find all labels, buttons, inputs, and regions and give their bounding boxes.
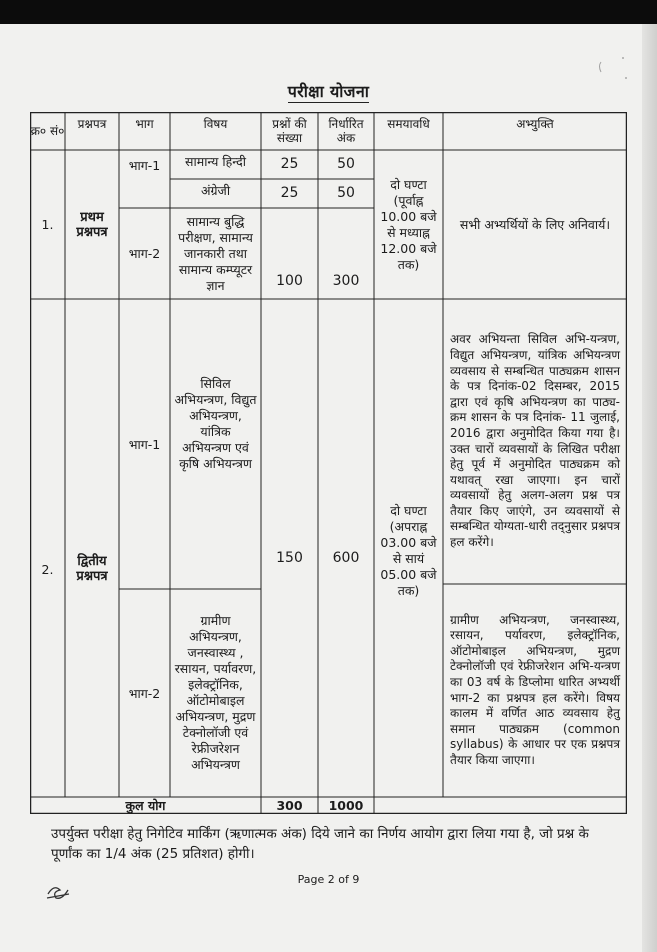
paper1-marks-gk: 300 <box>332 273 360 289</box>
paper1-serial: 1. <box>41 217 54 232</box>
paper2-name: द्वितीय प्रश्नपत्र <box>76 554 108 584</box>
paper1-marks-hindi: 50 <box>337 156 355 172</box>
paper1-marks-english: 50 <box>337 185 355 201</box>
paper1-part2: भाग-2 <box>128 246 161 261</box>
header-paper: प्रश्नपत्र <box>77 117 107 131</box>
paper1-part1: भाग-1 <box>128 158 161 173</box>
paper1-duration: दो घण्टा (पूर्वाह्न 10.00 बजे से मध्याह्न 12.00 बजे तक) <box>380 176 437 272</box>
initials-signature <box>44 880 74 902</box>
paper2-remarks-part1: अवर अभियन्ता सिविल अभि-यन्त्रण, विद्युत अभियन्त्रण, यांत्रिक अभियन्त्रण व्यवसाय से सम्बन्धित पाठ्यक्रम शासन के पत्र दिनांक-02 दिसम्बर, 2015 द्वारा एवं कृषि अभियन्त्रण का पाठ्य-क्रम शासन के पत्र दिनांक- 11 जुलाई, 2016 द्वारा अनुमोदित किया गया है। उक्त चारों व्यवसायों के लिखित परीक्षा हेतु पूर्व में अनुमोदित पाठ्यक्रम को यथावत् रखा जाएगा। इन चारों व्यवसायों हेतु अलग-अलग प्रश्न पत्र तैयार किए जाएंगे, उन व्यवसायों से सम्बन्धित योग्यता-धारी तद्नुसार प्रश्नपत्र हल करेंगे। <box>450 332 620 550</box>
paper1-remarks: सभी अभ्यर्थियों के लिए अनिवार्य। <box>459 217 611 232</box>
paper2-subject-part1: सिविल अभियन्त्रण, विद्युत अभियन्त्रण, यांत्रिक अभियन्त्रण एवं कृषि अभियन्त्रण <box>174 376 257 471</box>
paper1-subject-gk: सामान्य बुद्धि परीक्षण, सामान्य जानकारी तथा सामान्य कम्प्यूटर ज्ञान <box>178 213 253 293</box>
paper2-remarks-part2: ग्रामीण अभियन्त्रण, जनस्वास्थ्य, रसायन, पर्यावरण, इलेक्ट्रॉनिक, ऑटोमोबाइल अभियन्त्रण, मुद्रण टेक्नोलॉजी एवं रेफ्रीजरेशन अभि-यन्त्रण का 03 वर्ष के डिप्लोमा धारित अभ्यर्थी भाग-2 का प्रश्नपत्र हल करेंगे। विषय कालम में वर्णित आठ व्यवसाय हेतु समान पाठ्यक्रम (common syllabus) के आधार पर एक प्रश्नपत्र तैयार किया जाएगा। <box>450 612 620 767</box>
paper2-subject-part2: ग्रामीण अभियन्त्रण, जनस्वास्थ्य , रसायन, पर्यावरण, इलेक्ट्रॉनिक, ऑटोमोबाइल अभियन्त्रण, मुद्रण टेक्नोलॉजी एवं रेफ्रीजरेशन अभियन्त्रण <box>174 613 257 772</box>
scanner-top-bar <box>0 0 657 24</box>
header-marks: निर्धारित अंक <box>328 117 364 145</box>
header-part: भाग <box>135 117 154 131</box>
page-number: Page 2 of 9 <box>297 873 360 886</box>
paper1-name: प्रथम प्रश्नपत्र <box>76 209 108 240</box>
paper2-marks: 600 <box>332 549 360 566</box>
page-edge-shadow <box>642 24 657 952</box>
paper2-questions: 150 <box>276 549 303 566</box>
paper2-duration: दो घण्टा (अपराह्न 03.00 बजे से सायं 05.00 बजे तक) <box>380 503 437 598</box>
header-remarks: अभ्युक्ति <box>516 117 554 131</box>
total-label: कुल योग <box>125 798 166 813</box>
paper1-questions-gk: 100 <box>276 273 303 289</box>
paper1-questions-english: 25 <box>280 185 299 201</box>
exam-scheme-table <box>30 112 627 814</box>
total-marks: 1000 <box>328 798 364 813</box>
paper1-questions-hindi: 25 <box>280 156 299 172</box>
header-question-count: प्रश्नों की संख्या <box>272 117 307 145</box>
negative-marking-note: उपर्युक्त परीक्षा हेतु निगेटिव मार्किंग (ऋणात्मक अंक) दिये जाने का निर्णय आयोग द्वारा लिया गया है, जो प्रश्न के पूर्णांक का 1/4 अंक (25 प्रतिशत) होगी। <box>51 826 589 862</box>
header-serial: क्र० सं० <box>30 124 65 138</box>
header-subject: विषय <box>203 117 228 131</box>
paper2-serial: 2. <box>41 561 54 577</box>
paper2-part2: भाग-2 <box>128 685 161 701</box>
paper1-subject-english: अंग्रेजी <box>200 183 231 198</box>
total-questions: 300 <box>276 798 303 813</box>
header-duration: समयावधि <box>387 117 430 131</box>
paper2-part1: भाग-1 <box>128 436 161 452</box>
paper1-subject-hindi: सामान्य हिन्दी <box>185 154 246 169</box>
page-title: परीक्षा योजना <box>287 82 370 101</box>
